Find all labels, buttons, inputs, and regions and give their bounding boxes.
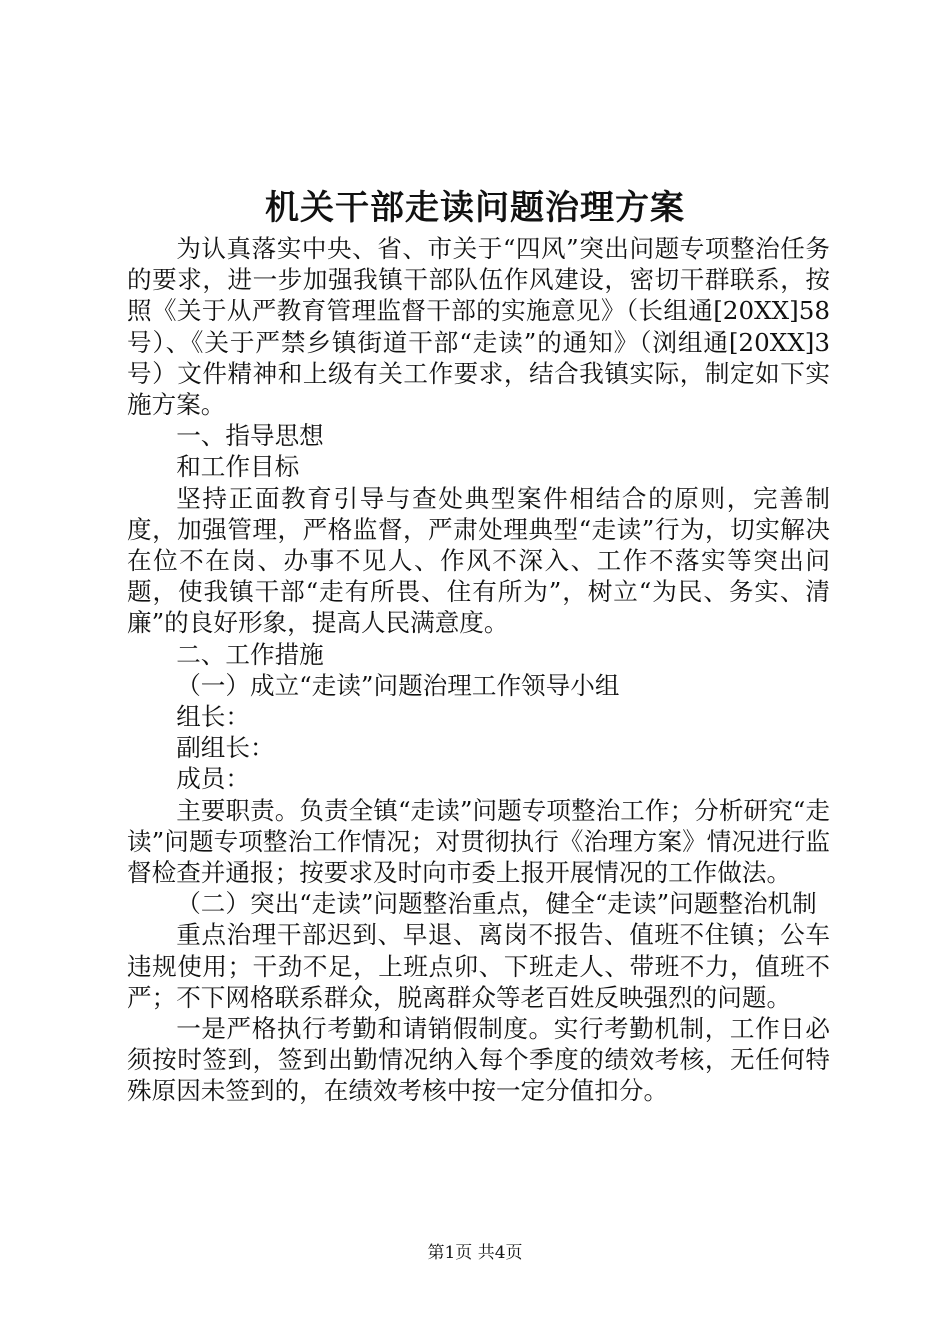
paragraph-goals: 坚持正面教育引导与查处典型案件相结合的原则，完善制度，加强管理，严格监督，严肃处理典型“走读”行为，切实解决在位不在岗、办事不见人、作风不深入、工作不落实等突出问题，使我镇干部“走有所畏、住有所为”，树立“为民、务实、清廉”的良好形象，提高人民满意度。 [127,483,830,638]
paragraph-key-issues: 重点治理干部迟到、早退、离岗不报告、值班不住镇；公车违规使用；干劲不足，上班点卯、下班走人、带班不力，值班不严；不下网格联系群众，脱离群众等老百姓反映强烈的问题。 [127,920,830,1012]
leader-line: 组长： [176,702,250,732]
members-line: 成员： [176,764,250,794]
document-body [127,233,830,1107]
deputy-leader-line: 副组长： [176,733,275,763]
section-heading-guiding-thought: 一、指导思想 [176,421,324,451]
paragraph-intro: 为认真落实中央、省、市关于“四风”突出问题专项整治任务的要求，进一步加强我镇干部队伍作风建设，密切干群联系，按照《关于从严教育管理监督干部的实施意见》（长组通[20XX]58号）、《关于严禁乡镇街道干部“走读”的通知》（浏组通[20XX]3号）文件精神和上级有关工作要求，结合我镇实际，制定如下实施方案。 [127,234,830,420]
section-heading-work-goals: 和工作目标 [176,452,300,482]
page-indicator: 第1页 共4页 [427,1243,523,1263]
paragraph-attendance-system: 一是严格执行考勤和请销假制度。实行考勤机制，工作日必须按时签到，签到出勤情况纳入每个季度的绩效考核，无任何特殊原因未签到的，在绩效考核中按一定分值扣分。 [127,1014,830,1106]
section-heading-work-measures: 二、工作措施 [176,639,324,669]
subsection-heading-leading-group: （一）成立“走读”问题治理工作领导小组 [176,670,620,700]
paragraph-main-duties: 主要职责。负责全镇“走读”问题专项整治工作；分析研究“走读”问题专项整治工作情况；对贯彻执行《治理方案》情况进行监督检查并通报；按要求及时向市委上报开展情况的工作做法。 [127,795,830,888]
document-title: 机关干部走读问题治理方案 [265,188,685,228]
subsection-heading-rectification-focus: （二）突出“走读”问题整治重点，健全“走读”问题整治机制 [176,889,817,919]
